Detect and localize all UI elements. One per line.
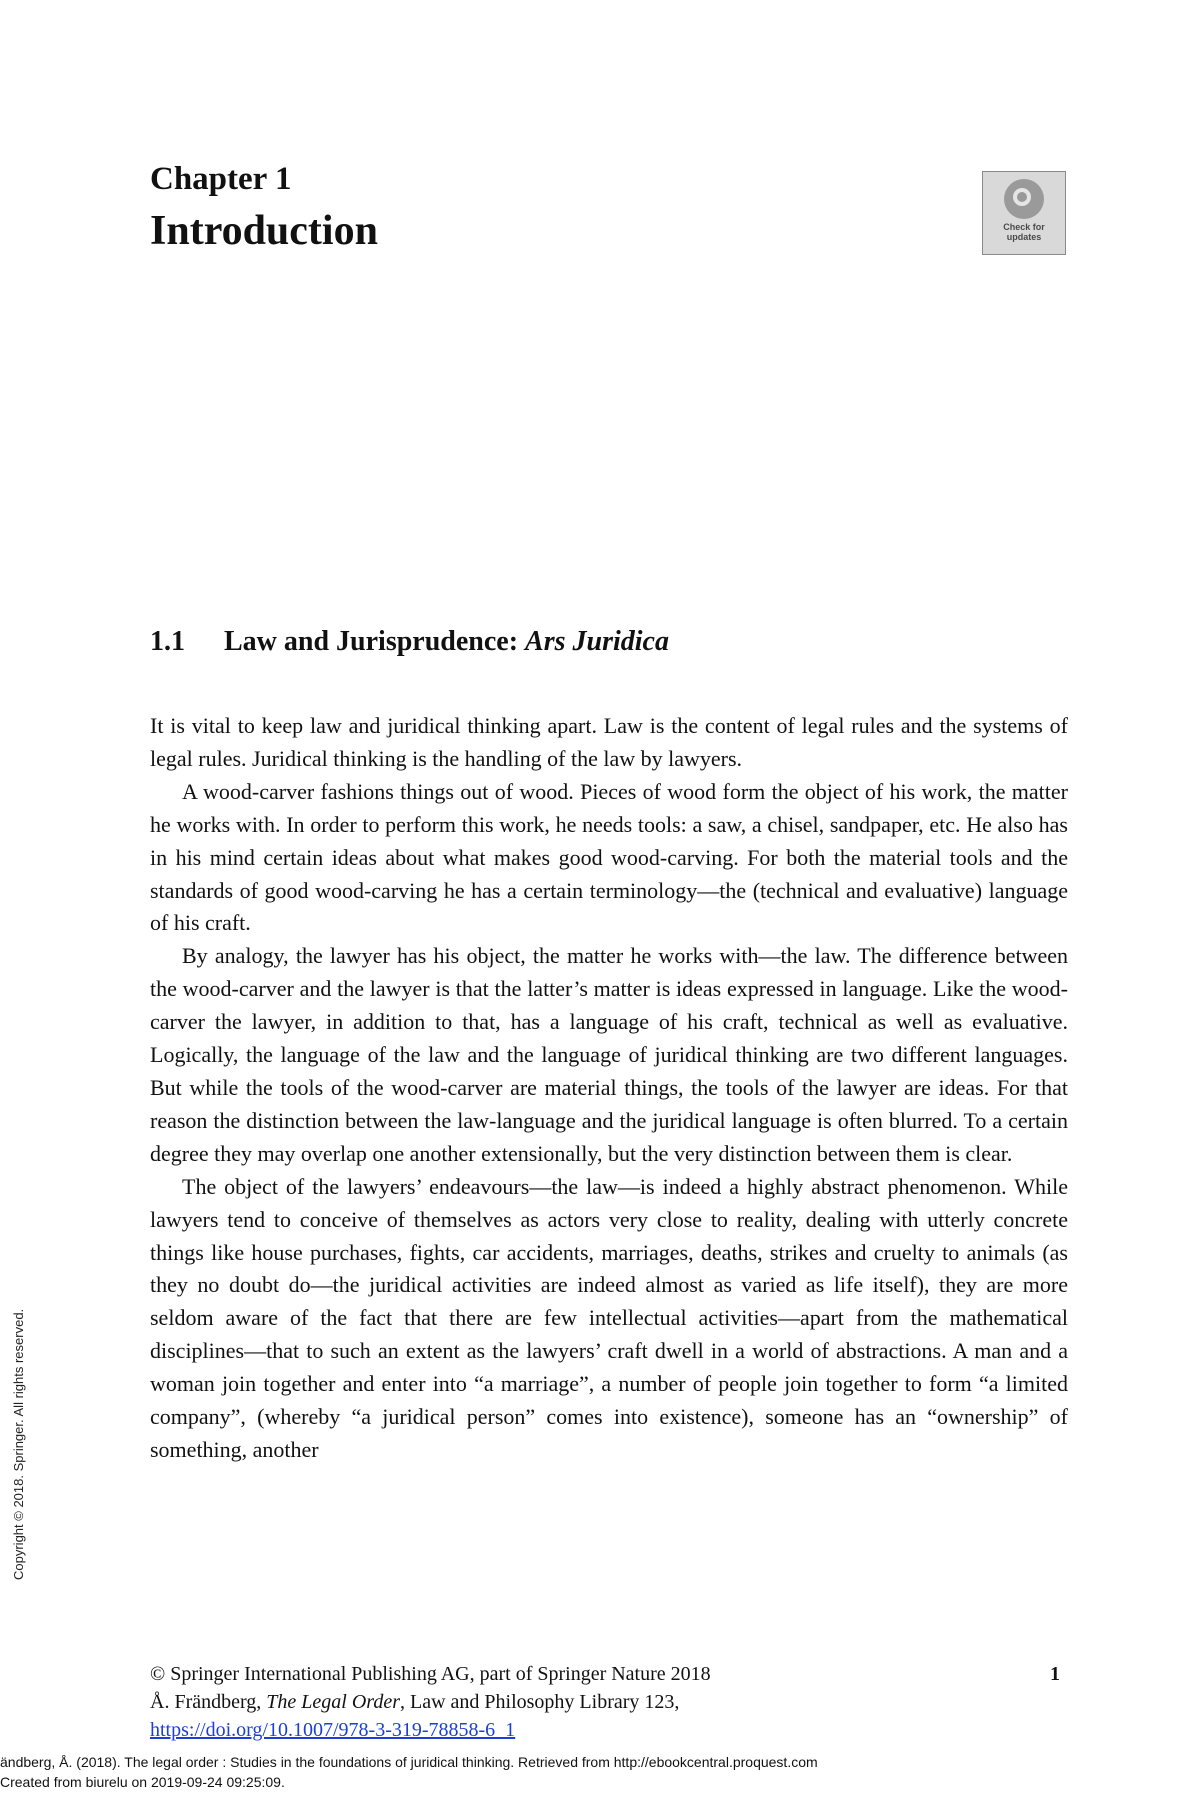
source-citation: ändberg, Å. (2018). The legal order : Studies in the foundations of juridical thinking. Retrieved from http://ebookcentral.proquest.com — [0, 1754, 818, 1770]
paragraph: A wood-carver fashions things out of wood. Pieces of wood form the object of his work, the matter he works with. In order to perform this work, he needs tools: a saw, a chisel, sandpaper, etc. He also has in his mind certain ideas about what makes good wood-carving. For both the material tools and the standards of good wood-carving he has a certain terminology—the (technical and evaluative) language of his craft. — [150, 778, 1068, 936]
section-heading — [150, 628, 669, 656]
check-updates-icon — [1004, 179, 1044, 219]
footnote-copyright: © Springer International Publishing AG, part of Springer Nature 2018 — [150, 1663, 711, 1685]
footnote-book-title: The Legal Order — [266, 1691, 400, 1713]
body-text — [150, 710, 1068, 1467]
paragraph: It is vital to keep law and juridical thinking apart. Law is the content of legal rules and the systems of legal rules. Juridical thinking is the handling of the law by lawyers. — [150, 713, 1068, 771]
badge-text-line1: Check for — [1003, 221, 1045, 232]
section-number: 1.1 — [150, 626, 185, 657]
badge-text-line2: updates — [1006, 231, 1042, 242]
side-copyright-notice: Copyright © 2018. Springer. All rights reserved. — [11, 1308, 26, 1580]
paragraph: By analogy, the lawyer has his object, the matter he works with—the law. The difference between the wood-carver and the lawyer is that the latter’s matter is ideas expressed in language. Like the wood-carver the lawyer, in addition to that, has a language of his craft, technical as well as evaluative. Logically, the language of the law and the language of juridical thinking are two different languages. But while the tools of the wood-carver are material things, the tools of the lawyer are ideas. For that reason the distinction between the law-language and the juridical language is often blurred. To a certain degree they may overlap one another extensionally, but the very distinction between them is clear. — [150, 943, 1068, 1166]
chapter-label: Chapter 1 — [150, 161, 292, 197]
page-number: 1 — [1050, 1663, 1060, 1685]
section-title: Law and Jurisprudence: — [224, 626, 526, 657]
footnote-series: , Law and Philosophy Library 123, — [399, 1691, 680, 1713]
badge-text — [1003, 222, 1045, 242]
source-watermark — [0, 1752, 818, 1792]
doi-link[interactable]: https://doi.org/10.1007/978-3-319-78858-6_1 — [150, 1719, 516, 1741]
source-created: Created from biurelu on 2019-09-24 09:25:09. — [0, 1774, 285, 1790]
chapter-title: Introduction — [150, 208, 378, 254]
publication-footnote — [150, 1660, 711, 1744]
paragraph: The object of the lawyers’ endeavours—the law—is indeed a highly abstract phenomenon. While lawyers tend to conceive of themselves as actors very close to reality, dealing with utterly concrete things like house purchases, fights, car accidents, marriages, deaths, strikes and cruelty to animals (as they no doubt do—the juridical activities are indeed almost as varied as life itself), they are more seldom aware of the fact that there are few intellectual activities—apart from the mathematical disciplines—that to such an extent as the lawyers’ craft dwell in a world of abstractions. A man and a woman join together and enter into “a marriage”, a number of people join together to form “a limited company”, (whereby “a juridical person” comes into existence), someone has an “ownership” of something, another — [150, 1173, 1068, 1462]
footnote-author: Å. Frändberg, — [150, 1691, 267, 1713]
section-title-italic: Ars Juridica — [525, 626, 669, 657]
footnote-citation — [150, 1688, 711, 1716]
check-for-updates-badge[interactable] — [982, 171, 1066, 255]
